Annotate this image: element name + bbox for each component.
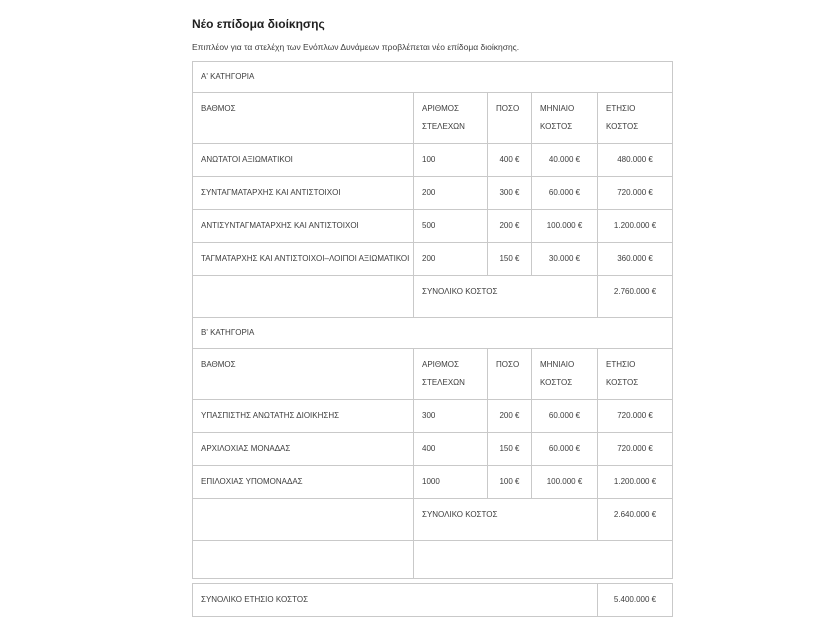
- category-b-total-row: [193, 499, 673, 541]
- annual-cost-cell: 720.000 €: [598, 433, 673, 466]
- category-b-total-value: 2.640.000 €: [598, 499, 673, 541]
- table-row: [193, 433, 673, 466]
- rank-cell: ΑΝΤΙΣΥΝΤΑΓΜΑΤΑΡΧΗΣ ΚΑΙ ΑΝΤΙΣΤΟΙΧΟΙ: [193, 210, 414, 243]
- category-b-header-row: [193, 349, 673, 400]
- count-cell: 400: [414, 433, 488, 466]
- amount-cell: 200 €: [488, 210, 532, 243]
- grand-total-row: [193, 584, 673, 617]
- empty-cell: [193, 499, 414, 541]
- monthly-cost-cell: 100.000 €: [532, 210, 598, 243]
- monthly-cost-cell: 100.000 €: [532, 466, 598, 499]
- category-a-total-row: [193, 276, 673, 318]
- category-a-total-value: 2.760.000 €: [598, 276, 673, 318]
- category-a-row: [193, 62, 673, 93]
- category-a-header-row: [193, 93, 673, 144]
- article-section: [192, 0, 692, 617]
- category-b-total-label: ΣΥΝΟΛΙΚΟ ΚΟΣΤΟΣ: [414, 499, 598, 541]
- rank-cell: ΑΝΩΤΑΤΟΙ ΑΞΙΩΜΑΤΙΚΟΙ: [193, 144, 414, 177]
- column-header-monthly: [532, 349, 598, 400]
- column-header-count: [414, 93, 488, 144]
- category-b-row: [193, 318, 673, 349]
- table-row: [193, 177, 673, 210]
- annual-cost-cell: 720.000 €: [598, 177, 673, 210]
- amount-cell: 150 €: [488, 243, 532, 276]
- count-cell: 500: [414, 210, 488, 243]
- annual-cost-cell: 720.000 €: [598, 400, 673, 433]
- grand-total-label: ΣΥΝΟΛΙΚΟ ΕΤΗΣΙΟ ΚΟΣΤΟΣ: [193, 584, 598, 617]
- column-header-count: [414, 349, 488, 400]
- column-header-annual-line1: ΕΤΗΣΙΟ: [606, 104, 636, 113]
- amount-cell: 400 €: [488, 144, 532, 177]
- allowance-table: [192, 61, 673, 579]
- column-header-monthly-line2: ΚΟΣΤΟΣ: [540, 122, 573, 131]
- annual-cost-cell: 480.000 €: [598, 144, 673, 177]
- column-header-monthly-line2: ΚΟΣΤΟΣ: [540, 378, 573, 387]
- amount-cell: 300 €: [488, 177, 532, 210]
- annual-cost-cell: 1.200.000 €: [598, 210, 673, 243]
- table-row: [193, 243, 673, 276]
- count-cell: 300: [414, 400, 488, 433]
- column-header-count-line2: ΣΤΕΛΕΧΩΝ: [422, 122, 465, 131]
- category-a-label: Α' ΚΑΤΗΓΟΡΙΑ: [193, 62, 673, 93]
- column-header-monthly: [532, 93, 598, 144]
- category-a-total-label: ΣΥΝΟΛΙΚΟ ΚΟΣΤΟΣ: [414, 276, 598, 318]
- monthly-cost-cell: 60.000 €: [532, 433, 598, 466]
- table-row: [193, 400, 673, 433]
- category-b-label: Β' ΚΑΤΗΓΟΡΙΑ: [193, 318, 673, 349]
- column-header-amount: ΠΟΣΟ: [488, 349, 532, 400]
- grand-total-value: 5.400.000 €: [598, 584, 673, 617]
- column-header-count-line1: ΑΡΙΘΜΟΣ: [422, 360, 459, 369]
- column-header-rank: ΒΑΘΜΟΣ: [193, 93, 414, 144]
- monthly-cost-cell: 40.000 €: [532, 144, 598, 177]
- monthly-cost-cell: 60.000 €: [532, 400, 598, 433]
- column-header-count-line1: ΑΡΙΘΜΟΣ: [422, 104, 459, 113]
- spacer-row: [193, 541, 673, 579]
- rank-cell: ΑΡΧΙΛΟΧΙΑΣ ΜΟΝΑΔΑΣ: [193, 433, 414, 466]
- count-cell: 100: [414, 144, 488, 177]
- annual-cost-cell: 1.200.000 €: [598, 466, 673, 499]
- column-header-annual-line1: ΕΤΗΣΙΟ: [606, 360, 636, 369]
- grand-total-table: [192, 583, 673, 617]
- amount-cell: 150 €: [488, 433, 532, 466]
- column-header-rank: ΒΑΘΜΟΣ: [193, 349, 414, 400]
- monthly-cost-cell: 30.000 €: [532, 243, 598, 276]
- column-header-annual: [598, 349, 673, 400]
- column-header-annual-line2: ΚΟΣΤΟΣ: [606, 122, 639, 131]
- count-cell: 1000: [414, 466, 488, 499]
- column-header-count-line2: ΣΤΕΛΕΧΩΝ: [422, 378, 465, 387]
- empty-cell: [193, 276, 414, 318]
- rank-cell: ΕΠΙΛΟΧΙΑΣ ΥΠΟΜΟΝΑΔΑΣ: [193, 466, 414, 499]
- count-cell: 200: [414, 177, 488, 210]
- table-row: [193, 144, 673, 177]
- table-row: [193, 210, 673, 243]
- monthly-cost-cell: 60.000 €: [532, 177, 598, 210]
- page-subtitle: Επιπλέον για τα στελέχη των Ενόπλων Δυνάμεων προβλέπεται νέο επίδομα διοίκησης.: [192, 42, 520, 52]
- empty-cell: [414, 541, 673, 579]
- rank-cell: ΥΠΑΣΠΙΣΤΗΣ ΑΝΩΤΑΤΗΣ ΔΙΟΙΚΗΣΗΣ: [193, 400, 414, 433]
- column-header-annual: [598, 93, 673, 144]
- column-header-annual-line2: ΚΟΣΤΟΣ: [606, 378, 639, 387]
- annual-cost-cell: 360.000 €: [598, 243, 673, 276]
- page-title: Νέο επίδομα διοίκησης: [192, 17, 325, 31]
- table-row: [193, 466, 673, 499]
- amount-cell: 200 €: [488, 400, 532, 433]
- empty-cell: [193, 541, 414, 579]
- rank-cell: ΣΥΝΤΑΓΜΑΤΑΡΧΗΣ ΚΑΙ ΑΝΤΙΣΤΟΙΧΟΙ: [193, 177, 414, 210]
- amount-cell: 100 €: [488, 466, 532, 499]
- column-header-monthly-line1: ΜΗΝΙΑΙΟ: [540, 104, 575, 113]
- column-header-amount: ΠΟΣΟ: [488, 93, 532, 144]
- rank-cell: ΤΑΓΜΑΤΑΡΧΗΣ ΚΑΙ ΑΝΤΙΣΤΟΙΧΟΙ–ΛΟΙΠΟΙ ΑΞΙΩΜΑΤΙΚΟΙ: [193, 243, 414, 276]
- count-cell: 200: [414, 243, 488, 276]
- column-header-monthly-line1: ΜΗΝΙΑΙΟ: [540, 360, 575, 369]
